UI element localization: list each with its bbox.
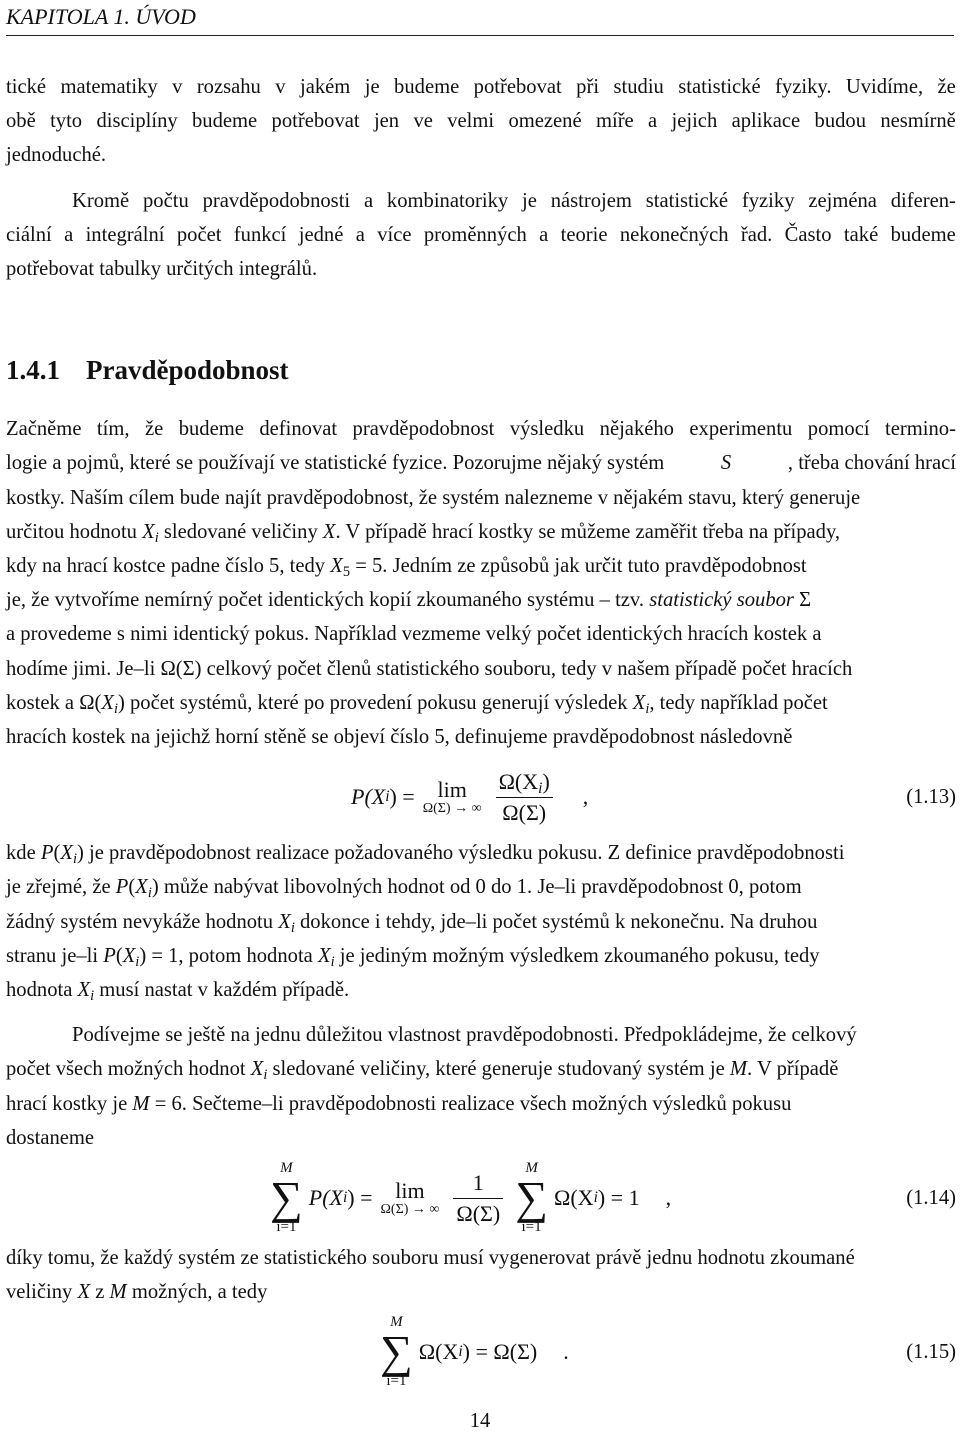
word: definovat [259,418,338,441]
word: budeme [890,223,956,246]
para3-line4: určitou hodnotu $X_i$ sledované veličiny X. V případě hrací kostky se můžeme zaměřit třeba na případy, [6,520,841,546]
para4-line3: žádný systém nevykáže hodnotu $X_i$ dokonce i tehdy, jde–li počet systémů k nekonečnu. Na druhou [6,910,818,936]
word: a [64,223,74,246]
para3-line9: kostek a $\Omega(X_i)$ počet systémů, které po provedení pokusu generují výsledek $X_i$, tedy například počet [6,691,828,717]
para3-line10: hracích kostek na jejichž horní stěně se objeví číslo 5, definujeme pravděpodobnost následovně [6,726,793,749]
word: kombinatoriky [386,189,509,212]
word: jen [373,110,400,133]
word: matematiky [60,76,158,98]
para5-line2: počet všech možných hodnot $X_i$ sledované veličiny, které generuje studovaný systém je M. V případě [6,1058,839,1084]
para2-line1 [6,184,956,218]
word: nástrojem [550,189,632,212]
word: tím, [96,418,130,441]
word: statistické [645,189,729,212]
word: jejich [671,110,718,133]
word: ve [413,110,433,133]
word: potřebovat [271,110,360,133]
word: nesmírně [880,110,956,133]
word: budeme [192,110,258,133]
word: disciplíny [96,110,178,133]
para6-line1: díky tomu, že každý systém ze statistického souboru musí vygenerovat právě jednu hodnotu zkoumané [6,1247,855,1270]
para3-line8: hodíme jimi. Je–li Ω(Σ) celkový počet členů statistického souboru, tedy v našem případě počet hracích [6,657,853,680]
para4-line5: hodnota $X_i$ musí nastat v každém případě. [6,979,350,1005]
word: budeme [178,418,244,441]
para3-line3: kostky. Naším cílem bude najít pravděpodobnost, že systém nalezneme v nějakém stavu, který generuje [6,486,861,509]
word: Kromě [72,189,130,212]
word: výsledku [509,418,585,441]
word: tyto [50,110,83,133]
word: velmi [447,110,495,133]
equation-number-1-13: (1.13) [906,786,956,809]
para3-line6: je, že vytvoříme nemírný počet identických kopií zkoumaného systému – tzv. statistický soubor Σ [6,589,812,612]
word: diferen- [890,189,956,212]
header-rule [6,35,954,36]
word: budou [814,110,866,133]
para2-line2 [6,218,956,252]
equation-number-1-15: (1.15) [906,1341,956,1364]
para3-line2: logie a pojmů, které se používají ve statistické fyzice. Pozorujme nějaký systém S , třeba chování hrací [6,452,956,475]
word: řad. [740,223,773,246]
para1-line2 [6,104,956,138]
word: a [648,110,658,133]
equation-1-13: P(X i ) = lim Ω(Σ) → ∞ $\frac{\Omega(X_i)}{\Omega(\Sigma)}$ , (1.13) [351,768,956,825]
para5-line4: dostaneme [6,1126,95,1149]
equation-number-1-14: (1.14) [906,1186,956,1209]
para4-line1: kde $P(X_i)$ je pravděpodobnost realizace požadovaného výsledku pokusu. Z definice pravděpodobnosti [6,842,845,868]
word: a [363,189,374,212]
word: je [364,76,380,98]
running-head: KAPITOLA 1. ÚVOD [6,4,196,29]
para5-line1: Podívejme se ještě na jednu důležitou vlastnost pravděpodobnosti. Předpokládejme, že celkový [72,1024,857,1047]
word: nekonečných [619,223,729,246]
word: počtu [143,189,189,212]
word: pomocí [807,418,870,441]
word: v [172,76,183,98]
word: že [937,76,956,98]
word: tické [6,76,47,98]
word: experimentu [689,418,793,441]
para3-line1 [6,412,956,446]
word: teorie [560,223,608,246]
word: termino- [885,418,956,441]
word: více [377,223,412,246]
para1-line3: jednoduché. [6,144,107,167]
word: fyziky. [775,76,832,98]
word: studiu [613,76,664,98]
word: v [275,76,286,98]
section-heading [6,350,956,390]
word: a [539,223,549,246]
word: počet [176,223,222,246]
para1-line1 [6,70,956,104]
para5-line3: hrací kostky je M = 6. Sečteme–li pravděpodobnosti realizace všech možných výsledků pokusu [6,1092,792,1115]
page-number: 14 [469,1410,491,1432]
word: statistické [678,76,761,98]
section-number: 1.4.1 [6,355,60,386]
section-title: Pravděpodobnost [86,355,289,386]
page-body [6,70,956,1395]
word: pravděpodobnosti [202,189,351,212]
para6-line2: veličiny X z M možných, a tedy [6,1281,268,1304]
word: nějakého [599,418,674,441]
word: omezené [508,110,582,133]
word: budeme [394,76,460,98]
para3-line7: a provedeme s nimi identický pokus. Například vezmeme velký počet identických hracích kostek a [6,623,822,646]
word: fyziky [741,189,795,212]
word: obě [6,110,36,133]
word: je [522,189,537,212]
word: míře [595,110,634,133]
word: Uvidíme, [845,76,924,98]
word: Začněme [6,418,82,441]
word: a [355,223,365,246]
word: že [144,418,164,441]
para4-line2: je zřejmé, že $P(X_i)$ může nabývat libovolných hodnot od 0 do 1. Je–li pravděpodobnost 0, potom [6,876,802,902]
equation-1-15: M ∑ i=1 Ω(X i ) = Ω(Σ) . (1.15) [380,1314,956,1390]
word: při [576,76,600,98]
word: pravděpodobnost [352,418,495,441]
para2-line3: potřebovat tabulky určitých integrálů. [6,258,318,281]
word: ciální [6,223,52,246]
word: rozsahu [196,76,261,98]
word: Často [784,223,832,246]
word: aplikace [731,110,801,133]
para3-line5: kdy na hrací kostce padne číslo 5, tedy $X_5 = 5$. Jedním ze způsobů jak určit tuto pravděpodobnost [6,555,807,581]
word: jedné [298,223,344,246]
word: potřebovat [473,76,562,98]
word: zejména [808,189,877,212]
word: také [843,223,879,246]
word: proměnných [423,223,527,246]
word: funkcí [233,223,287,246]
equation-1-14: M ∑ i=1 P(X i ) = lim Ω(Σ) → ∞ $\frac{1}{\Omega(\Sigma)}$ M ∑ i=1 Ω(X i ) = 1 , (1.14) [270,1160,956,1236]
para4-line4: stranu je–li $P(X_i) = 1$, potom hodnota $X_i$ je jediným možným výsledkem zkoumaného pokusu, tedy [6,944,820,970]
word: jakém [300,76,351,98]
word: integrální [85,223,165,246]
